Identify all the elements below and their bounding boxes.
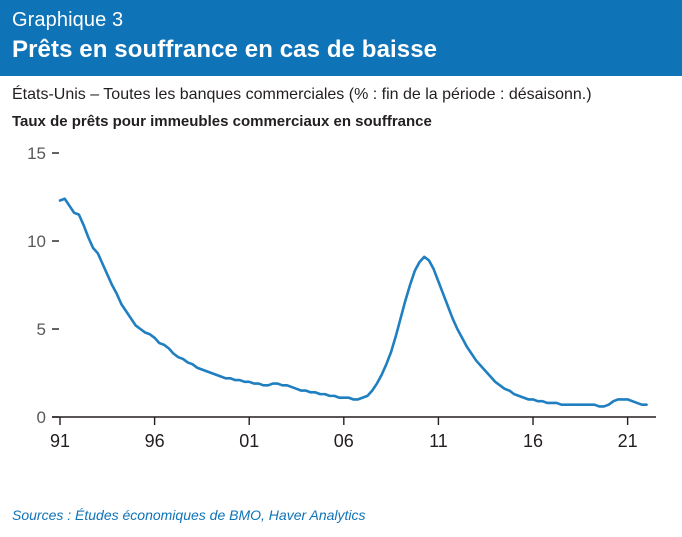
y-axis-tick-label: 10 (27, 232, 46, 251)
data-series-line (60, 199, 647, 407)
x-axis-tick-label: 06 (333, 431, 354, 451)
x-axis-tick-label: 11 (429, 431, 448, 451)
chart-number-label: Graphique 3 (12, 9, 124, 31)
chart-units-subtitle: États-Unis – Toutes les banques commerciales (% : fin de la période : désaisonn.) (12, 86, 592, 103)
y-axis-tick-label: 15 (27, 144, 46, 163)
series-line-delinquency-rate (60, 199, 647, 407)
y-axis-tick-label: 5 (36, 320, 46, 339)
chart-series-subtitle: Taux de prêts pour immeubles commerciaux en souffrance (12, 113, 432, 130)
x-axis-tick-label: 96 (144, 431, 165, 451)
chart-axes (52, 153, 656, 425)
y-axis-tick-label: 0 (36, 408, 46, 427)
page-title: Prêts en souffrance en cas de baisse (12, 36, 438, 63)
subtitle-block (0, 76, 682, 133)
source-note: Sources : Études économiques de BMO, Haver Analytics (12, 507, 366, 523)
x-axis-tick-label: 16 (523, 431, 544, 451)
x-axis-tick-label: 91 (49, 431, 71, 451)
y-axis-tick-labels (27, 144, 46, 427)
chart-area (0, 139, 682, 469)
header-band (0, 0, 682, 76)
x-axis-tick-labels (50, 431, 638, 451)
x-axis-tick-label: 01 (239, 431, 260, 451)
line-chart (0, 139, 682, 469)
x-axis-tick-label: 21 (617, 431, 638, 451)
